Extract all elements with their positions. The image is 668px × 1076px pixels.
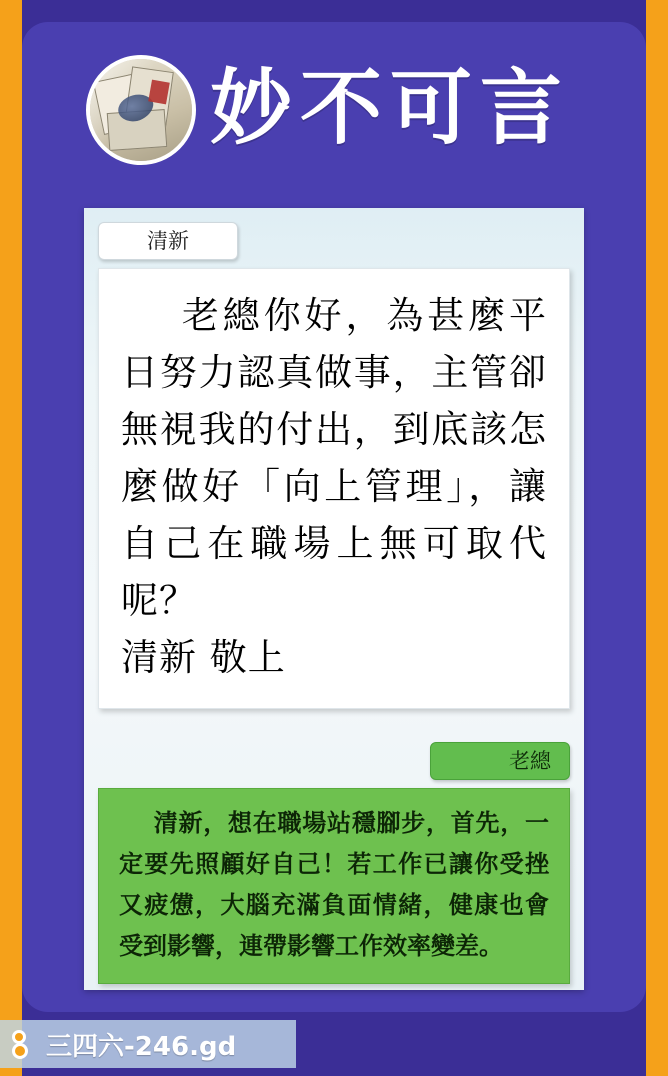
answer-text: 清新，想在職場站穩腳步，首先，一定要先照顧好自己！若工作已讓你受挫又疲憊，大腦充滿負面情緒，健康也會受到影響，連帶影響工作效率變差。 — [119, 809, 549, 960]
watermark-text — [46, 1026, 236, 1063]
answer-speaker-tag: 老總 — [430, 742, 570, 780]
left-orange-border — [0, 0, 22, 1076]
question-speaker-tag: 清新 — [98, 222, 238, 260]
conversation-sheet — [84, 208, 584, 990]
answer-bubble — [98, 788, 570, 984]
watermark — [0, 1020, 296, 1068]
stamp-collection-icon — [86, 55, 196, 165]
page-title: 妙不可言 — [210, 61, 571, 156]
header — [86, 55, 626, 180]
watermark-domain: -246.gd — [124, 1031, 237, 1062]
question-bubble — [98, 268, 570, 709]
right-orange-border — [646, 0, 668, 1076]
brand-dots-icon — [10, 1028, 40, 1060]
question-signature: 清新 敬上 — [121, 636, 286, 679]
question-text: 老總你好，為甚麼平日努力認真做事，主管卻無視我的付出，到底該怎麼做好「向上管理」，讓自己在職場上無可取代呢？ — [121, 294, 547, 622]
watermark-brand: 三四六 — [46, 1031, 125, 1062]
